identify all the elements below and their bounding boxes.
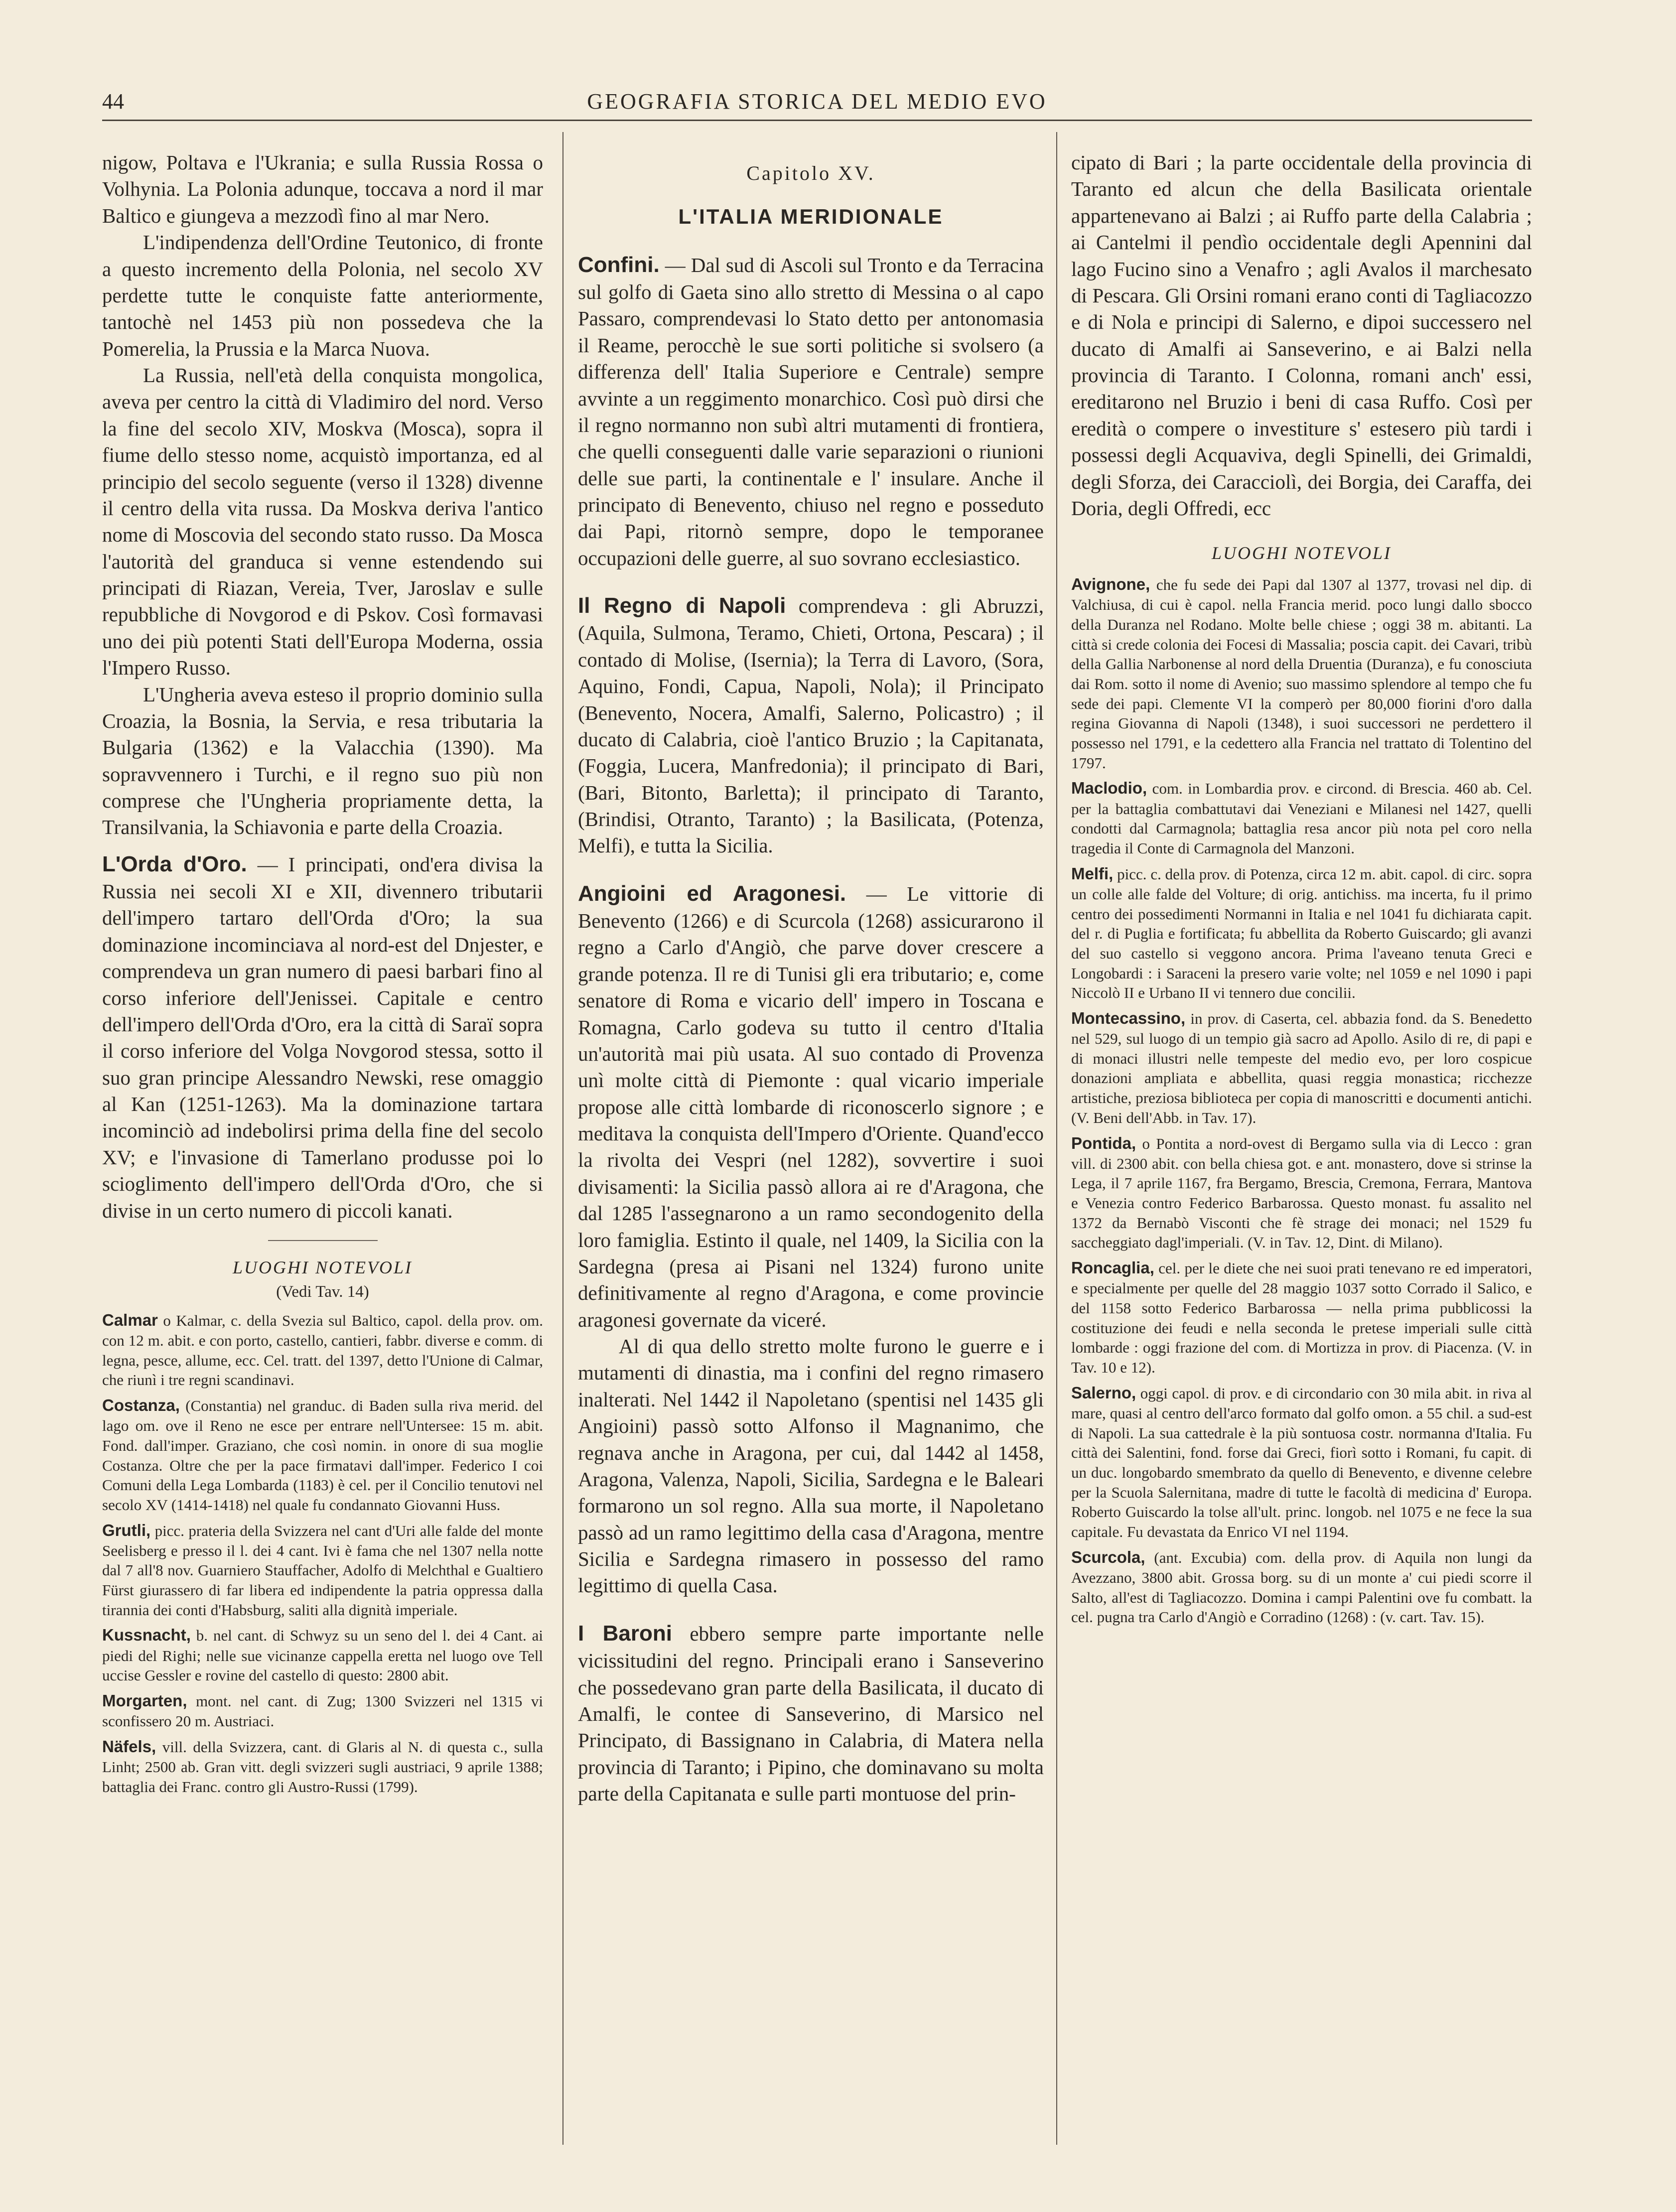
paragraph: L'indipendenza dell'Ordine Teutonico, di fronte a questo incremento della Polonia, nel secolo XV perdette tutte le conquiste fatte anteriormente, tantochè nel 1453 più non possedeva che la Pomerelia, la Prussia e la Marca Nuova. [102, 231, 543, 360]
list-item: Melfi, picc. c. della prov. di Potenza, circa 12 m. abit. capol. di circ. sopra un colle alle falde del Volture; di orig. antichiss. ma incerta, fu il primo centro dei possedimenti Normanni in Italia e nel 1041 fu dichiarata capit. del r. di Puglia e fortificata; fu abbellita da Roberto Guiscardo; gli avanzi del suo castello si veggono ancora. Prima l'aveano tenuta Greci e Longobardi : i Saraceni la presero varie volte; nel 1059 e nel 1090 i papi Niccolò II e Urbano II vi tennero due concilii. [1071, 864, 1532, 1002]
luoghi-title: LUOGHI NOTEVOLI [233, 1257, 413, 1277]
column-divider [562, 132, 563, 2145]
list-item: Scurcola, (ant. Excubia) com. della prov. di Aquila non lungi da Avezzano, 3800 abit. Grossa borg. su di un monte a' cui piedi scorre il Salto, all'est di Tagliacozzo. Domina i campi Palentini ove fu combatt. la cel. pugna tra Carlo d'Angiò e Corradino (1268) : (v. cart. Tav. 15). [1071, 1547, 1532, 1626]
paragraph: Al di qua dello stretto molte furono le guerre e i mutamenti di dinastia, ma i confini del regno rimasero inalterati. Nel 1442 il Napoletano (spentisi nel 1435 gli Angioini) passò sotto Alfonso il Magnanimo, che regnava anche in Aragona, per cui, dal 1442 al 1458, Aragona, Valenza, Napoli, Sicilia, Sardegna e le Baleari formarono un sol regno. Alla sua morte, il Napoletano passò ad un ramo legittimo della casa d'Aragona, mentre Sicilia e Sardegna rimasero in possesso del ramo legittimo di quella Casa. [578, 1335, 1044, 1597]
page-number: 44 [102, 89, 124, 114]
column-right [1071, 149, 1532, 1632]
page-header [102, 85, 1532, 121]
list-item: Pontida, o Pontita a nord-ovest di Bergamo sulla via di Lecco : gran vill. di 2300 abit. con bella chiesa got. e ant. monastero, dove si strinse la Lega, il 7 aprile 1167, fra Bergamo, Brescia, Cremona, Ferrara, Mantova e Venezia contro Federico Barbarossa. Questo monast. fu assalito nel 1372 da Bernabò Visconti che fè strage dei monaci; nel 1529 fu saccheggiato dagl'imperiali. (V. in Tav. 12, Dint. di Milano). [1071, 1133, 1532, 1251]
chapter-title: L'ITALIA MERIDIONALE [678, 205, 944, 229]
chapter-number: Capitolo XV. [746, 162, 875, 184]
entry-list [102, 1310, 543, 1797]
list-item: Näfels, vill. della Svizzera, cant. di Glaris al N. di questa c., sulla Linht; 2500 ab. Gran vitt. degli svizzeri sugli austriaci, 9 aprile 1388; battaglia dei Franc. contro gli Austro-Russi (1799). [102, 1737, 543, 1796]
paragraph: Confini. — Dal sud di Ascoli sul Tronto e da Terracina sul golfo di Gaeta sino allo stretto di Messina o al capo Passaro, comprendevasi lo Stato detto per antonomasia il Reame, perocchè le sue sorti politiche si svolsero (a differenza dell' Italia Superiore e Centrale) sempre avvinte a un reggimento monarchico. Così può dirsi che il regno normanno non subì altri mutamenti di frontiera, che quelli conseguenti dalle varie separazioni o riunioni delle sue parti, la continentale e l' insulare. Anche il principato di Benevento, chiuso nel regno e posseduto dai Papi, ritornò sempre, dopo le temporanee occupazioni delle guerre, al suo sovrano ecclesiastico. [578, 252, 1044, 569]
list-item: Grutli, picc. prateria della Svizzera nel cant d'Uri alle falde del monte Seelisberg e presso il l. dei 4 cant. Ivi è fama che nel 1307 nella notte dal 7 all'8 nov. Guarniero Stauffacher, Adolfo di Melchthal e Gualtiero Fürst giurassero di far libera ed indipendente la patria oppressa dalla tirannia dei conti d'Habsburg, saliti alla dignità imperiale. [102, 1521, 543, 1619]
paragraph-text: — I principati, ond'era divisa la Russia nei secoli XI e XII, divennero tributarii dell'impero tartaro dell'Orda d'Oro; la sua dominazione incominciava al nord-est del Dnjester, e comprendeva un gran numero di paesi barbari fino al corso inferiore dell'Jenissei. Capitale e centro dell'impero dell'Orda d'Oro, era la città di Saraï sopra il corso inferiore del Volga Novgorod stessa, sotto il suo gran principe Alessandro Newski, rese omaggio al Kan (1251-1263). Ma la dominazione tartara incominciò ad indebolirsi prima della fine del secolo XV; e l'invasione di Tamerlano produsse poi lo scioglimento dell'impero dell'Orda d'Oro, che si divise in un certo numero di piccoli kanati. [102, 852, 543, 1222]
column-left [102, 149, 543, 1802]
luoghi-title: LUOGHI NOTEVOLI [1212, 543, 1392, 563]
list-item: Kussnacht, b. nel cant. di Schwyz su un seno del l. dei 4 Cant. ai piedi del Righi; nelle sue vicinanze cappella eretta nel luogo ove Tell uccise Gessler e rovine del castello di questo: 2800 abit. [102, 1626, 543, 1684]
paragraph: cipato di Bari ; la parte occidentale della provincia di Taranto ed alcun che della Basilicata orientale appartenevano ai Balzi ; ai Ruffo parte della Calabria ; ai Cantelmi il pendìo occidentale degli Apennini dal lago Fucino sino a Venafro ; agli Avalos il marchesato di Pescara. Gli Orsini romani erano conti di Tagliacozzo e di Nola e principi di Salerno, e dipoi successero nel ducato di Amalfi ai Sanseverino, e ai Balzi nella provincia di Taranto. I Colonna, romani anch' essi, ereditarono nel Bruzio i beni di casa Ruffo. Così per eredità o compere o investiture s' estesero più tardi i possessi degli Acquaviva, degli Spinelli, dei Grimaldi, degli Sforza, dei Caracciolì, dei Borgia, dei Caraffa, dei Doria, degli Offredi, ecc [1071, 151, 1532, 520]
column-middle [578, 149, 1044, 1807]
list-item: Avignone, che fu sede dei Papi dal 1307 al 1377, trovasi nel dip. di Valchiusa, di cui è capol. nella Francia merid. poco lungi dallo sbocco della Duranza nel Rodano. Molte belle chiese ; oggi 38 m. abitanti. La città si crede colonia dei Focesi di Massalia; poscia capit. dei Cavari, tribù della Gallia Narbonense al nord della Druentia (Duranza), e fu conosciuta dai Rom. sotto il nome di Avenio; suo massimo splendore al tempo che fu sede dei papi. Clemente VI la comperò per 80,000 fiorini d'oro dalla regina Giovanna di Napoli (1348), i suoi successori ne perdettero il possesso nel 1791, e la cedettero alla Francia nel trattato di Tolentino del 1797. [1071, 575, 1532, 772]
paragraph: nigow, Poltava e l'Ukrania; e sulla Russia Rossa o Volhynia. La Polonia adunque, toccava a nord il mar Baltico e giungeva a mezzodì fino al mar Nero. [102, 151, 543, 227]
list-item: Salerno, oggi capol. di prov. e di circondario con 30 mila abit. in riva al mare, quasi al centro dell'arco formato dal golfo omon. a 55 chil. a sud-est di Napoli. La sua cattedrale è la più sontuosa costr. normanna d'Italia. Fu città dei Salentini, fond. forse dai Greci, fiorì sotto i Romani, fu capit. di un duc. longobardo smembrato da quello di Benevento, e divenne celebre per la Scuola Salernitana, madre di tutte le facoltà di medicina d' Europa. Roberto Guiscardo la tolse all'ult. princ. longob. nel 1075 e ne fece la sua capitale. Fu devastata da Enrico VI nel 1194. [1071, 1383, 1532, 1540]
paragraph [102, 850, 543, 1224]
list-item: Roncaglia, cel. per le diete che nei suoi prati tenevano re ed imperatori, e specialmente per quelle del 28 maggio 1037 sotto Corrado il Salico, e del 1158 sotto Federico Barbarossa — nella prima pubblicossi la costituzione dei feudi e nella seconda le pretese imperiali sulle città lombarde : oggi frazione del com. di Mortizza in prov. di Piacenza. (V. in Tav. 10 e 12). [1071, 1258, 1532, 1377]
entry-list [1071, 574, 1532, 1627]
section-heading: I Baroni [578, 1621, 672, 1646]
paragraph: I Baroni ebbero sempre parte importante nelle vicissitudini del regno. Principali erano i Sanseverino che possedevano gran parte della Basilicata, il ducato di Amalfi, le contee di Sanseverino, di Marsico nel Principato, di Bassignano in Calabria, di Matera nella provincia di Taranto; i Pipino, che dominavano su molta parte della Capitanata e sulle parti montuose del prin- [578, 1621, 1044, 1805]
paragraph: L'Ungheria aveva esteso il proprio dominio sulla Croazia, la Bosnia, la Servia, e resa tributaria la Bulgaria (1362) e la Valacchia (1390). Ma sopravvennero i Turchi, e il regno suo più non comprese che l'Ungheria propriamente detta, la Transilvania, la Schiavonia e parte della Croazia. [102, 683, 543, 839]
section-heading: L'Orda d'Oro. [102, 851, 247, 876]
paragraph: Il Regno di Napoli comprendeva : gli Abruzzi, (Aquila, Sulmona, Teramo, Chieti, Ortona, Pescara) ; il contado di Molise, (Isernia); la Terra di Lavoro, (Sora, Aquino, Fondi, Capua, Napoli, Nola); il Principato (Benevento, Nocera, Amalfi, Salerno, Policastro) ; il ducato di Calabria, cioè l'antico Bruzio ; la Capitanata, (Foggia, Lucera, Manfredonia); il principato di Bari, (Bari, Bitonto, Barletta); il principato di Taranto, (Brindisi, Otranto, Taranto) ; la Basilicata, (Potenza, Melfi), e tutta la Sicilia. [578, 593, 1044, 857]
running-title: GEOGRAFIA STORICA DEL MEDIO EVO [587, 89, 1047, 114]
section-heading: Angioini ed Aragonesi. [578, 881, 846, 906]
list-item: Maclodio, com. in Lombardia prov. e circond. di Brescia. 460 ab. Cel. per la battaglia combattutavi dai Veneziani e Milanesi nel 1427, quelli condotti dal Carmagnola; battaglia resa ancor più nota pel coro nella tragedia il Conte di Carmagnola del Manzoni. [1071, 779, 1532, 857]
section-heading: Il Regno di Napoli [578, 593, 786, 618]
paragraph: La Russia, nell'età della conquista mongolica, aveva per centro la città di Vladimiro del nord. Verso la fine del secolo XIV, Moskva (Mosca), sopra il fiume dello stesso nome, acquistò importanza, ed al principio del secolo seguente (verso il 1328) divenne il centro della vita russa. Da Moskva deriva l'antico nome di Moscovia del secondo stato russo. Da Mosca l'autorità del granduca si venne estendendo sui principati di Riazan, Vereia, Tver, Jaroslav e sulle repubbliche di Novgorod e di Pskov. Così formavasi uno dei più potenti Stati dell'Europa Moderna, ossia l'Impero Russo. [102, 364, 543, 680]
luoghi-subtitle: (Vedi Tav. 14) [276, 1282, 369, 1301]
separator [268, 1240, 378, 1241]
list-item: Costanza, (Constantia) nel granduc. di Baden sulla riva merid. del lago om. ove il Reno ne esce per entrare nell'Untersee: 15 m. abit. Fond. dall'imper. Graziano, che così nomin. in onore di sua moglie Costanza. Oltre che per la pace firmatavi dall'imper. Federico I coi Comuni della Lega Lombarda (1183) è cel. per il Concilio tenutovi nel secolo XV (1414-1418) nel quale fu condannato Giovanni Huss. [102, 1395, 543, 1514]
list-item: Morgarten, mont. nel cant. di Zug; 1300 Svizzeri nel 1315 vi sconfissero 20 m. Austriaci. [102, 1691, 543, 1730]
list-item: Montecassino, in prov. di Caserta, cel. abbazia fond. da S. Benedetto nel 529, sul luogo di un tempio già sacro ad Apollo. Asilo di re, di papi e di monaci illustri nelle tempeste del medio evo, per loro cospicue donazioni ampliata e abbellita, quasi reggia monastica; ricchezze artistiche, preziosa biblioteca per copia di manoscritti e documenti antichi. (V. Beni dell'Abb. in Tav. 17). [1071, 1008, 1532, 1126]
list-item: Calmar o Kalmar, c. della Svezia sul Baltico, capol. della prov. om. con 12 m. abit. e con porto, castello, cantieri, fabbr. diverse e comm. di legna, pesce, allume, ecc. Cel. tratt. del 1397, detto l'Unione di Calmar, che riunì i tre regni scandinavi. [102, 1310, 543, 1389]
paragraph: Angioini ed Aragonesi. — Le vittorie di Benevento (1266) e di Scurcola (1268) assicurarono il regno a Carlo d'Angiò, che parve dover crescere a grande potenza. Il re di Tunisi gli era tributario; e, come senatore di Roma e vicario dell' impero in Toscana e Romagna, Carlo godeva su tutto il centro d'Italia un'autorità mai più usata. Al suo contado di Provenza unì molte città di Piemonte : qual vicario imperiale propose alle città lombarde di riconoscerlo signore ; e meditava la conquista dell'Impero d'Oriente. Quand'ecco la rivolta dei Vespri (nel 1282), sovvertire i suoi divisamenti: la Sicilia passò allora ai re d'Aragona, che dal 1285 l'assegnarono a un ramo secondogenito della loro famiglia. Estinto il quale, nel 1409, la Sicilia con la Sardegna (presa ai Pisani nel 1324) furono unite definitivamente al regno d'Aragona, e come provincie aragonesi governate da viceré. [578, 881, 1044, 1331]
column-divider [1056, 132, 1057, 2145]
section-heading: Confini. [578, 252, 660, 277]
